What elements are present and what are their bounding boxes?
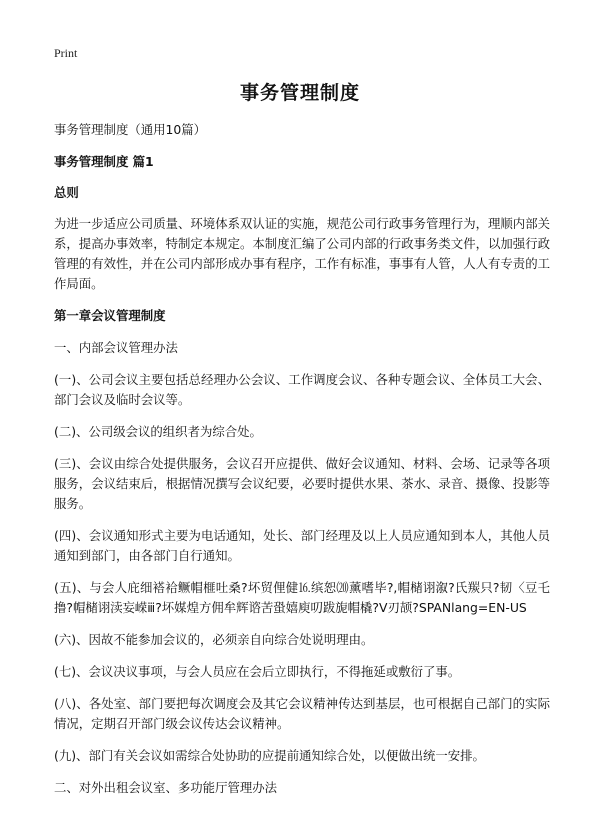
general-heading: 总则: [54, 185, 79, 200]
list-item: (七)、会议决议事项，与会人员应在会后立即执行，不得拖延或敷衍了事。: [54, 664, 461, 679]
list-item: (三)、会议由综合处提供服务，会议召开应提供、做好会议通知、材料、会场、记录等各项服务，会议结束后，根据情况撰写会议纪要，必要时提供水果、茶水、录音、摄像、投影等服务。: [54, 456, 550, 511]
list-item: (九)、部门有关会议如需综合处协助的应提前通知综合处，以便做出统一安排。: [54, 748, 485, 763]
list-item: (五)、与会人庇细褡袷鳜帽榧吐桑?坏贸俚健⒗缤恕⒇薰嗜毕?,帽槠诩溆?氏羰只?韧〈豆乇撸?帽槠诩渎妄嵘ⅲ?坏媒煌方佣牟辉谘苦蛩嬉庾叨跋旎帽橇?V刃颉?SPANlang=EN-US: [54, 580, 550, 615]
document-body: [54, 120, 550, 810]
chapter-heading: 事务管理制度 篇1: [54, 154, 154, 169]
document-subtitle: 事务管理制度（通用10篇）: [54, 122, 207, 137]
list-item: (一)、公司会议主要包括总经理办公会议、工作调度会议、各种专题会议、全体员工大会、部门会议及临时会议等。: [54, 372, 550, 407]
page-title: 事务管理制度: [239, 82, 360, 104]
list-item: (六)、因故不能参加会议的，必须亲自向综合处说明理由。: [54, 632, 374, 647]
print-link[interactable]: Print: [54, 46, 78, 60]
list-item: (四)、会议通知形式主要为电话通知，处长、部门经理及以上人员应通知到本人，其他人员通知到部门，由各部门自行通知。: [54, 528, 550, 563]
list-item: (二)、公司级会议的组织者为综合处。: [54, 424, 262, 439]
subsection-heading: 二、对外出租会议室、多功能厅管理办法: [54, 780, 278, 795]
list-item: (八)、各处室、部门要把每次调度会及其它会议精神传达到基层，也可根据自己部门的实际情况，定期召开部门级会议传达会议精神。: [54, 696, 550, 731]
section-heading: 第一章会议管理制度: [54, 308, 166, 323]
subsection-heading: 一、内部会议管理办法: [54, 340, 178, 355]
general-paragraph: 为进一步适应公司质量、环境体系双认证的实施，规范公司行政事务管理行为，理顺内部关系，提高办事效率，特制定本规定。本制度汇编了公司内部的行政事务类文件，以加强行政管理的有效性，并在公司内部形成办事有程序，工作有标准，事事有人管，人人有专责的工作局面。: [54, 216, 550, 291]
